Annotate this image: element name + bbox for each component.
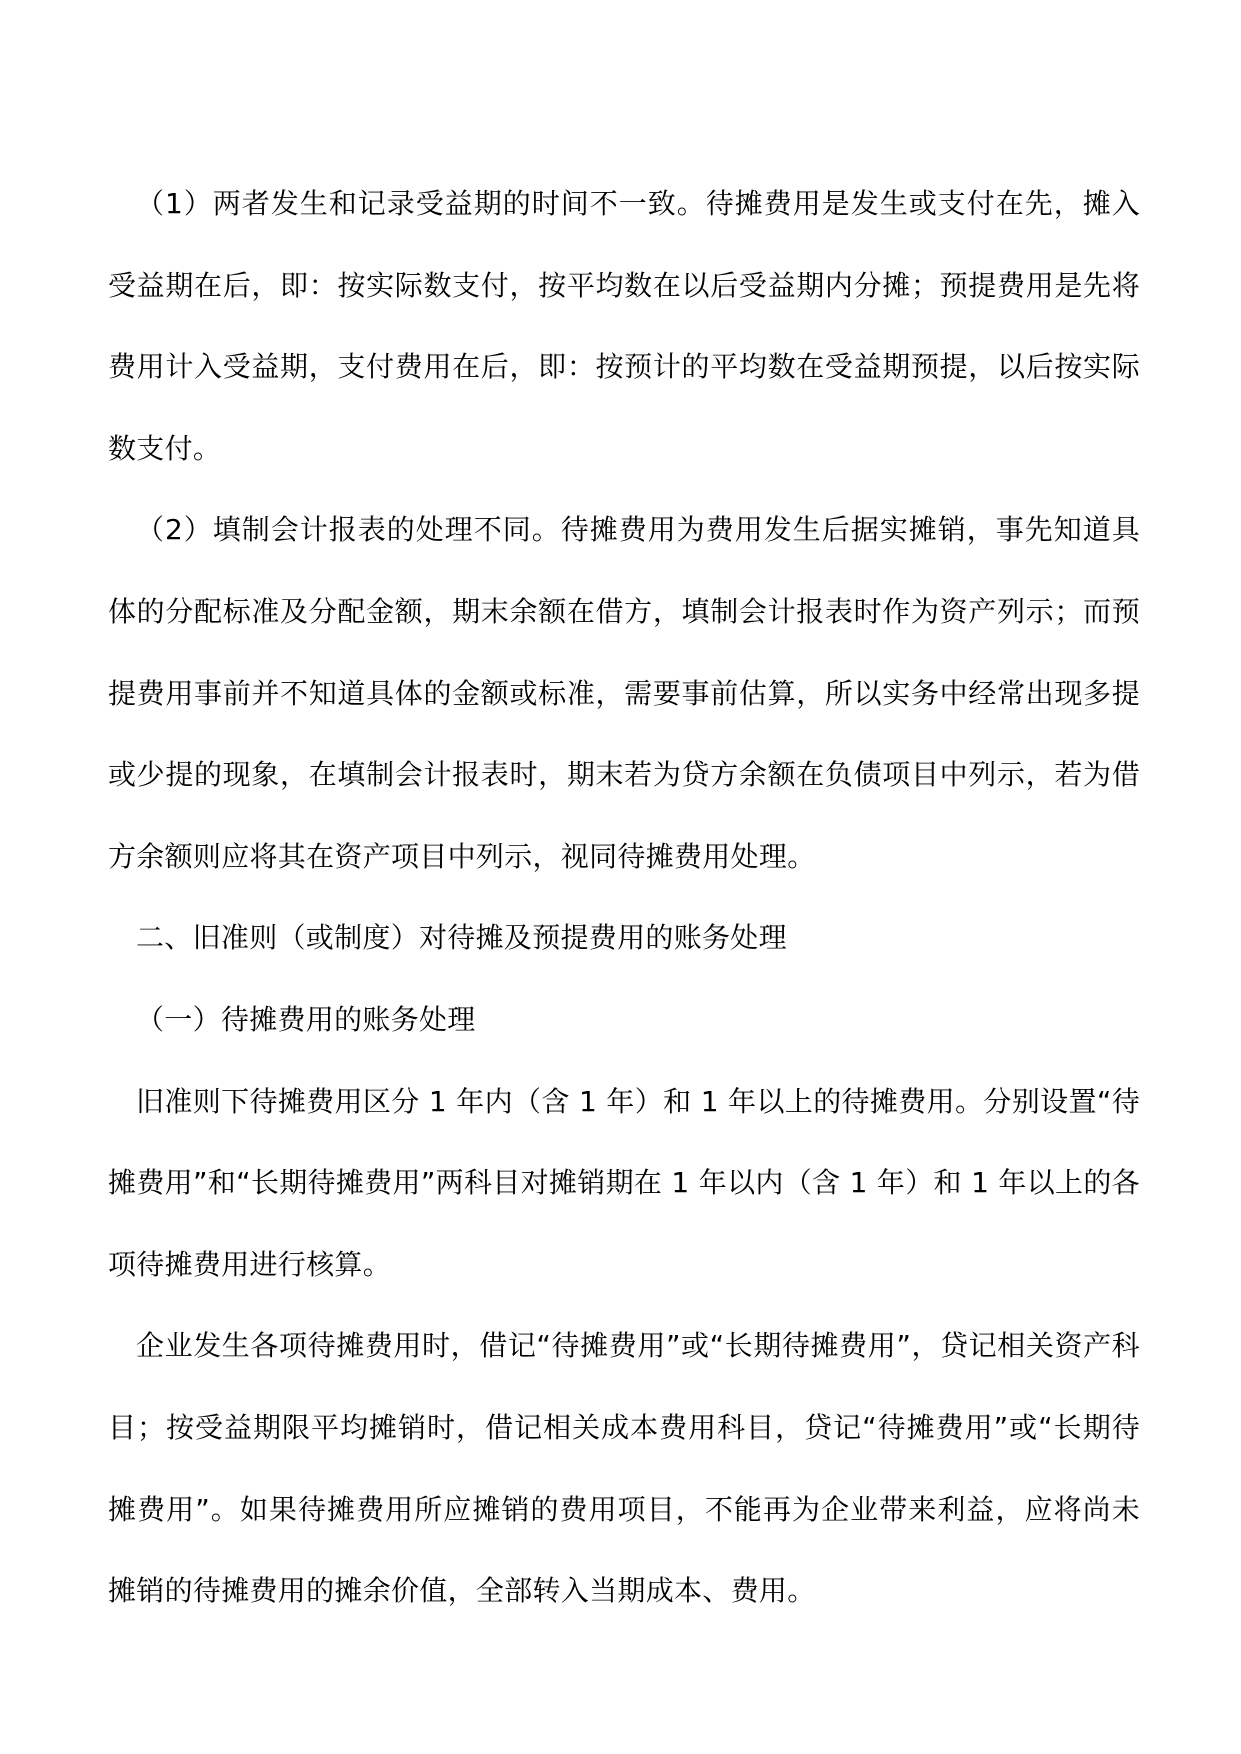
- paragraph-difference-timing: （1）两者发生和记录受益期的时间不一致。待摊费用是发生或支付在先，摊入受益期在后，即：按实际数支付，按平均数在以后受益期内分摊；预提费用是先将费用计入受益期，支付费用在后，即：按预计的平均数在受益期预提，以后按实际数支付。: [108, 187, 1140, 465]
- paragraph-prepaid-entries: 企业发生各项待摊费用时，借记“待摊费用”或“长期待摊费用”，贷记相关资产科目；按受益期限平均摊销时，借记相关成本费用科目，贷记“待摊费用”或“长期待摊费用”。如果待摊费用所应摊销的费用项目，不能再为企业带来利益，应将尚未摊销的待摊费用的摊余价值，全部转入当期成本、费用。: [108, 1329, 1140, 1608]
- subsection-heading-prepaid-expenses: （一）待摊费用的账务处理: [136, 1002, 476, 1036]
- document-body: [108, 163, 1140, 1632]
- paragraph-prepaid-classification: 旧准则下待摊费用区分 1 年内（含 1 年）和 1 年以上的待摊费用。分别设置“待摊费用”和“长期待摊费用”两科目对摊销期在 1 年以内（含 1 年）和 1 年以上的各项待摊费用进行核算。: [108, 1084, 1140, 1281]
- paragraph-difference-reporting: （2）填制会计报表的处理不同。待摊费用为费用发生后据实摊销，事先知道具体的分配标准及分配金额，期末余额在借方，填制会计报表时作为资产列示；而预提费用事前并不知道具体的金额或标准，需要事前估算，所以实务中经常出现多提或少提的现象，在填制会计报表时，期末若为贷方余额在负债项目中列示，若为借方余额则应将其在资产项目中列示，视同待摊费用处理。: [108, 513, 1140, 873]
- section-heading-old-standard: 二、旧准则（或制度）对待摊及预提费用的账务处理: [136, 921, 787, 955]
